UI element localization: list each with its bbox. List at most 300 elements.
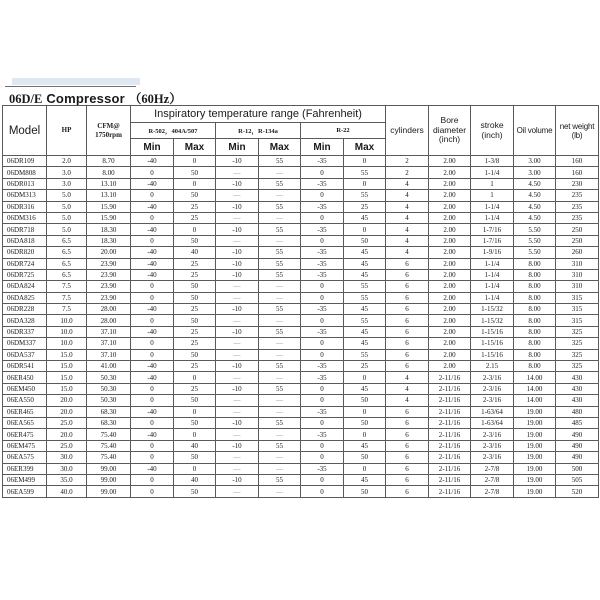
value-cell: 1-63/64 [471,417,514,428]
value-cell: 2.00 [429,201,471,212]
value-cell: 15.90 [87,201,131,212]
value-cell: 40 [174,474,216,485]
value-cell: 8.00 [87,167,131,178]
value-cell: — [259,452,301,463]
value-cell: 0 [174,156,216,167]
value-cell: 2.00 [429,349,471,360]
value-cell: 8.00 [514,349,556,360]
value-cell: 4.50 [514,190,556,201]
value-cell: 6.5 [47,247,87,258]
value-cell: 0 [131,315,174,326]
value-cell: 1-15/32 [471,315,514,326]
value-cell: 0 [301,281,344,292]
value-cell: 0 [131,167,174,178]
value-cell: -10 [216,201,259,212]
value-cell: 6 [386,429,429,440]
value-cell: 30.0 [47,463,87,474]
value-cell: 430 [556,372,599,383]
value-cell: 4 [386,224,429,235]
value-cell: 2.00 [429,224,471,235]
value-cell: 2-11/16 [429,406,471,417]
value-cell: 68.30 [87,406,131,417]
value-cell: 0 [301,167,344,178]
value-cell: 18.30 [87,224,131,235]
value-cell: — [259,190,301,201]
accent-bar [12,78,140,85]
title-rule [5,86,136,87]
value-cell: -40 [131,429,174,440]
header-r22-max: Max [344,139,386,156]
value-cell: 55 [259,224,301,235]
value-cell: -10 [216,178,259,189]
value-cell: 50 [174,167,216,178]
value-cell: 0 [131,281,174,292]
model-cell: 06DA818 [3,235,47,246]
model-cell: 06DM808 [3,167,47,178]
value-cell: 310 [556,258,599,269]
value-cell: 500 [556,463,599,474]
value-cell: 0 [131,292,174,303]
header-cylinders: cylinders [386,106,429,156]
table-row [3,361,599,372]
value-cell: 25 [174,361,216,372]
value-cell: 4 [386,178,429,189]
value-cell: 2.00 [429,235,471,246]
value-cell: 19.00 [514,440,556,451]
table-row [3,474,599,485]
value-cell: 6 [386,406,429,417]
value-cell: 4 [386,235,429,246]
value-cell: 4 [386,247,429,258]
value-cell: -40 [131,156,174,167]
value-cell: 0 [174,463,216,474]
value-cell: 235 [556,201,599,212]
value-cell: 6 [386,258,429,269]
value-cell: 19.00 [514,417,556,428]
value-cell: — [216,406,259,417]
value-cell: 1-1/4 [471,258,514,269]
value-cell: 2.00 [429,304,471,315]
value-cell: 2-11/16 [429,440,471,451]
value-cell: 2-11/16 [429,429,471,440]
value-cell: 7.5 [47,292,87,303]
value-cell: 6.5 [47,269,87,280]
table-row [3,440,599,451]
value-cell: 0 [301,383,344,394]
value-cell: 1-1/4 [471,281,514,292]
value-cell: 490 [556,440,599,451]
value-cell: 50 [344,452,386,463]
value-cell: 1-15/32 [471,304,514,315]
value-cell: 2.00 [429,281,471,292]
value-cell: 23.90 [87,269,131,280]
value-cell: 250 [556,235,599,246]
value-cell: -10 [216,258,259,269]
header-r502-404a-507: R-502，404A/507 [131,123,216,139]
model-cell: 06ER475 [3,429,47,440]
value-cell: 13.10 [87,178,131,189]
value-cell: 8.00 [514,292,556,303]
value-cell: 2-11/16 [429,474,471,485]
value-cell: 2-3/16 [471,395,514,406]
value-cell: 0 [131,417,174,428]
value-cell: 2.00 [429,190,471,201]
value-cell: -40 [131,361,174,372]
table-row [3,269,599,280]
value-cell: 4 [386,372,429,383]
value-cell: -10 [216,304,259,315]
value-cell: 2-11/16 [429,463,471,474]
value-cell: 5.0 [47,212,87,223]
value-cell: 55 [259,361,301,372]
value-cell: 2-11/16 [429,417,471,428]
value-cell: 2 [386,167,429,178]
value-cell: 55 [344,190,386,201]
model-cell: 06EM499 [3,474,47,485]
model-cell: 06EA565 [3,417,47,428]
table-row [3,349,599,360]
value-cell: 28.00 [87,304,131,315]
header-cfm [87,106,131,156]
value-cell: 45 [344,326,386,337]
value-cell: 8.00 [514,258,556,269]
value-cell: 45 [344,383,386,394]
model-cell: 06DR724 [3,258,47,269]
value-cell: -35 [301,429,344,440]
model-cell: 06DR820 [3,247,47,258]
value-cell: 2-3/16 [471,383,514,394]
value-cell: — [216,235,259,246]
value-cell: -35 [301,178,344,189]
value-cell: 2-3/16 [471,372,514,383]
header-r502-max: Max [174,139,216,156]
value-cell: 7.5 [47,281,87,292]
value-cell: 1-1/4 [471,167,514,178]
value-cell: 37.10 [87,326,131,337]
model-cell: 06DR109 [3,156,47,167]
value-cell: — [216,315,259,326]
value-cell: 10.0 [47,326,87,337]
table-row [3,429,599,440]
value-cell: 0 [344,224,386,235]
value-cell: 0 [301,315,344,326]
value-cell: 55 [259,417,301,428]
value-cell: 15.0 [47,361,87,372]
model-cell: 06DR725 [3,269,47,280]
value-cell: — [259,167,301,178]
value-cell: 75.40 [87,452,131,463]
value-cell: 45 [344,258,386,269]
value-cell: 1-1/4 [471,201,514,212]
header-temp-range: Inspiratory temperature range (Fahrenheit) [131,106,386,123]
value-cell: -35 [301,463,344,474]
value-cell: 0 [174,178,216,189]
value-cell: 50 [174,486,216,497]
model-cell: 06DM313 [3,190,47,201]
table-row [3,372,599,383]
value-cell: 14.00 [514,372,556,383]
value-cell: 55 [259,440,301,451]
header-oil-volume: Oil volume [514,106,556,156]
value-cell: 1-15/16 [471,326,514,337]
value-cell: 20.0 [47,429,87,440]
value-cell: 2-11/16 [429,372,471,383]
value-cell: — [216,212,259,223]
value-cell: 315 [556,315,599,326]
value-cell: 6 [386,315,429,326]
value-cell: 0 [301,417,344,428]
value-cell: 0 [131,190,174,201]
value-cell: 55 [259,201,301,212]
table-row [3,452,599,463]
model-cell: 06DM316 [3,212,47,223]
value-cell: -10 [216,224,259,235]
value-cell: — [216,429,259,440]
value-cell: 0 [131,383,174,394]
value-cell: 55 [259,474,301,485]
header-r12-max: Max [259,139,301,156]
value-cell: 0 [344,372,386,383]
value-cell: 3.00 [514,167,556,178]
value-cell: 1-1/4 [471,269,514,280]
value-cell: 490 [556,429,599,440]
model-cell: 06ER450 [3,372,47,383]
value-cell: 2.00 [429,178,471,189]
value-cell: 325 [556,349,599,360]
value-cell: 10.0 [47,315,87,326]
table-row [3,486,599,497]
value-cell: 50 [174,190,216,201]
model-cell: 06DA825 [3,292,47,303]
value-cell: 99.00 [87,474,131,485]
value-cell: — [259,486,301,497]
value-cell: 0 [344,178,386,189]
value-cell: 0 [301,349,344,360]
value-cell: 55 [259,304,301,315]
value-cell: 50 [344,417,386,428]
value-cell: 6.5 [47,235,87,246]
value-cell: 2-7/8 [471,463,514,474]
value-cell: 50 [174,395,216,406]
value-cell: -10 [216,383,259,394]
value-cell: 25 [174,338,216,349]
page-title [9,89,182,105]
value-cell: 8.00 [514,281,556,292]
value-cell: -40 [131,463,174,474]
value-cell: 4.50 [514,201,556,212]
value-cell: 0 [301,235,344,246]
value-cell: 0 [131,235,174,246]
value-cell: 50 [344,486,386,497]
value-cell: 10.0 [47,338,87,349]
value-cell: -40 [131,372,174,383]
value-cell: 7.5 [47,304,87,315]
value-cell: 25 [174,304,216,315]
value-cell: — [259,406,301,417]
value-cell: 55 [344,315,386,326]
value-cell: — [259,372,301,383]
value-cell: 19.00 [514,486,556,497]
value-cell: — [259,292,301,303]
header-model: Model [3,106,47,156]
value-cell: 25 [174,383,216,394]
value-cell: -40 [131,201,174,212]
value-cell: 480 [556,406,599,417]
value-cell: 50 [174,452,216,463]
model-cell: 06EA550 [3,395,47,406]
value-cell: -35 [301,258,344,269]
model-cell: 06DR337 [3,326,47,337]
value-cell: 2.00 [429,247,471,258]
value-cell: 2.00 [429,212,471,223]
model-cell: 06EA599 [3,486,47,497]
value-cell: — [259,235,301,246]
value-cell: 50 [174,281,216,292]
header-bore-diameter: Bore diameter (inch) [429,106,471,156]
value-cell: 2 [386,156,429,167]
table-row [3,258,599,269]
value-cell: 2.00 [429,361,471,372]
table-row [3,463,599,474]
value-cell: 55 [344,167,386,178]
model-cell: 06DA328 [3,315,47,326]
value-cell: -40 [131,304,174,315]
value-cell: 25 [174,326,216,337]
value-cell: -35 [301,372,344,383]
value-cell: 40.0 [47,486,87,497]
value-cell: 5.50 [514,247,556,258]
value-cell: 1 [471,178,514,189]
value-cell: 5.0 [47,190,87,201]
value-cell: -35 [301,201,344,212]
value-cell: -35 [301,247,344,258]
table-row [3,326,599,337]
value-cell: 15.0 [47,372,87,383]
value-cell: 25.0 [47,440,87,451]
title-word: Compressor [46,91,125,106]
value-cell: 0 [174,429,216,440]
value-cell: 0 [131,474,174,485]
value-cell: 2.00 [429,326,471,337]
value-cell: 1-1/4 [471,292,514,303]
value-cell: -35 [301,361,344,372]
value-cell: 2.00 [429,258,471,269]
value-cell: 505 [556,474,599,485]
value-cell: 14.00 [514,383,556,394]
value-cell: 45 [344,304,386,315]
value-cell: 55 [259,258,301,269]
model-cell: 06DA537 [3,349,47,360]
value-cell: 0 [301,440,344,451]
header-r12-r134a: R-12，R-134a [216,123,301,139]
value-cell: 35.0 [47,474,87,485]
model-cell: 06DR316 [3,201,47,212]
value-cell: -10 [216,269,259,280]
value-cell: 325 [556,326,599,337]
value-cell: 6 [386,349,429,360]
value-cell: 68.30 [87,417,131,428]
value-cell: 1-7/16 [471,235,514,246]
value-cell: -35 [301,304,344,315]
model-cell: 06DR013 [3,178,47,189]
value-cell: 235 [556,190,599,201]
value-cell: 23.90 [87,281,131,292]
value-cell: 18.30 [87,235,131,246]
value-cell: 6 [386,292,429,303]
value-cell: 1-7/16 [471,224,514,235]
model-cell: 06DA824 [3,281,47,292]
header-r22-min: Min [301,139,344,156]
value-cell: 430 [556,395,599,406]
value-cell: 45 [344,474,386,485]
value-cell: 0 [131,212,174,223]
value-cell: 6 [386,304,429,315]
value-cell: 50 [344,395,386,406]
table-row [3,304,599,315]
value-cell: 4 [386,201,429,212]
value-cell: 6 [386,326,429,337]
table-row [3,281,599,292]
model-cell: 06EM475 [3,440,47,451]
model-cell: 06DR718 [3,224,47,235]
value-cell: 8.70 [87,156,131,167]
table-row [3,212,599,223]
value-cell: -10 [216,326,259,337]
value-cell: 99.00 [87,463,131,474]
value-cell: 0 [131,452,174,463]
value-cell: 50 [174,292,216,303]
value-cell: 55 [344,349,386,360]
value-cell: — [259,349,301,360]
table-row [3,247,599,258]
value-cell: -35 [301,326,344,337]
value-cell: 45 [344,338,386,349]
value-cell: 50.30 [87,383,131,394]
value-cell: 25 [344,201,386,212]
value-cell: 4 [386,190,429,201]
value-cell: 55 [259,269,301,280]
value-cell: 0 [301,486,344,497]
value-cell: -10 [216,474,259,485]
value-cell: 430 [556,383,599,394]
value-cell: 1-15/16 [471,338,514,349]
value-cell: 20.0 [47,406,87,417]
value-cell: -40 [131,406,174,417]
value-cell: 2.00 [429,269,471,280]
value-cell: 50 [174,315,216,326]
value-cell: 4 [386,383,429,394]
value-cell: — [216,292,259,303]
value-cell: 19.00 [514,463,556,474]
value-cell: 485 [556,417,599,428]
value-cell: 1-3/8 [471,156,514,167]
table-row [3,395,599,406]
value-cell: 55 [344,281,386,292]
value-cell: 6 [386,281,429,292]
value-cell: 2-11/16 [429,383,471,394]
value-cell: 55 [259,383,301,394]
table-row [3,292,599,303]
value-cell: 6 [386,269,429,280]
value-cell: 45 [344,269,386,280]
table-row [3,156,599,167]
value-cell: 8.00 [514,315,556,326]
value-cell: 50.30 [87,395,131,406]
value-cell: 45 [344,440,386,451]
value-cell: 4.50 [514,212,556,223]
value-cell: 40 [174,440,216,451]
value-cell: -35 [301,406,344,417]
